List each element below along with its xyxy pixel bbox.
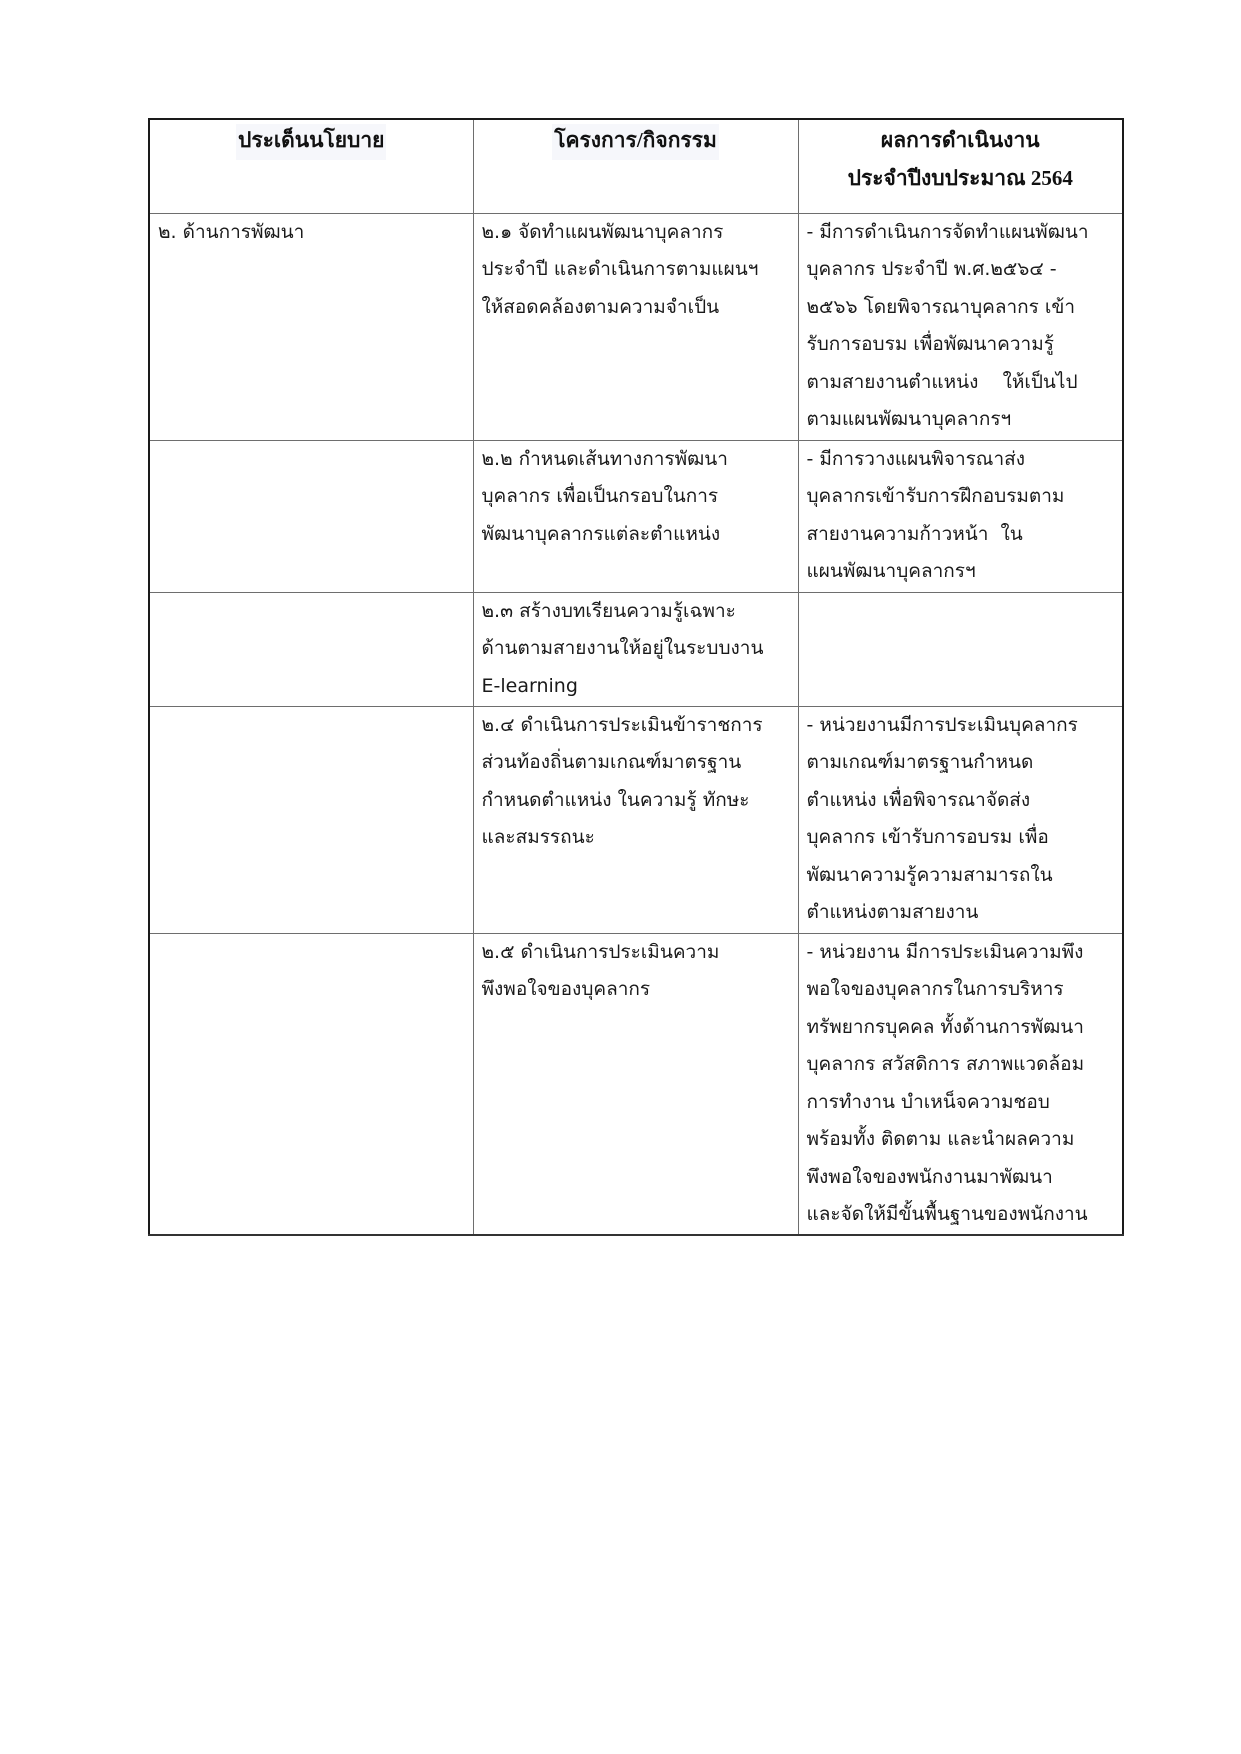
project-cell bbox=[473, 213, 798, 440]
result-line: บุคลากร เข้ารับการอบรม เพื่อ bbox=[806, 826, 1049, 848]
header-result-line1: ผลการดำเนินงาน bbox=[880, 128, 1040, 152]
project-line: ส่วนท้องถิ่นตามเกณฑ์มาตรฐาน bbox=[481, 751, 742, 773]
project-line: ๒.๕ ดำเนินการประเมินความ bbox=[481, 940, 720, 963]
project-line: พัฒนาบุคลากรแต่ละตำแหน่ง bbox=[481, 522, 721, 545]
result-line: พอใจของบุคลากรในการบริหาร bbox=[806, 978, 1064, 1000]
table-row bbox=[149, 933, 1123, 1235]
policy-text: ๒. ด้านการพัฒนา bbox=[158, 220, 305, 243]
result-line: บุคลากร สวัสดิการ สภาพแวดล้อม bbox=[806, 1053, 1085, 1075]
project-cell bbox=[473, 592, 798, 706]
result-line: - มีการดำเนินการจัดทำแผนพัฒนา bbox=[806, 220, 1089, 243]
policy-cell bbox=[149, 933, 473, 1235]
result-line: - หน่วยงานมีการประเมินบุคลากร bbox=[806, 713, 1078, 736]
project-line: บุคลากร เพื่อเป็นกรอบในการ bbox=[481, 485, 719, 507]
result-line: ตำแหน่งตามสายงาน bbox=[806, 901, 979, 923]
header-policy bbox=[149, 119, 473, 213]
result-line: แผนพัฒนาบุคลากรฯ bbox=[806, 560, 976, 582]
result-line: การทำงาน บำเหน็จความชอบ bbox=[806, 1090, 1050, 1113]
result-line: ทรัพยากรบุคคล ทั้งด้านการพัฒนา bbox=[806, 1015, 1084, 1038]
result-line: บุคลากร ประจำปี พ.ศ.๒๕๖๔ - bbox=[806, 258, 1057, 280]
result-line: - หน่วยงาน มีการประเมินความพึง bbox=[806, 940, 1084, 963]
header-project-label: โครงการ/กิจกรรม bbox=[552, 124, 719, 160]
result-line: สายงานความก้าวหน้า ใน bbox=[806, 522, 1023, 545]
result-cell bbox=[798, 213, 1123, 440]
result-line: - มีการวางแผนพิจารณาส่ง bbox=[806, 447, 1025, 470]
project-line: ๒.๑ จัดทำแผนพัฒนาบุคลากร bbox=[481, 220, 724, 243]
result-line: และจัดให้มีขั้นพื้นฐานของพนักงาน bbox=[806, 1203, 1088, 1225]
result-cell bbox=[798, 706, 1123, 933]
result-cell bbox=[798, 933, 1123, 1235]
policy-results-table bbox=[148, 118, 1124, 1236]
result-cell bbox=[798, 440, 1123, 592]
header-result-line2: ประจำปีงบประมาณ 2564 bbox=[847, 165, 1073, 190]
project-line: ประจำปี และดำเนินการตามแผนฯ bbox=[481, 258, 759, 280]
policy-cell bbox=[149, 213, 473, 440]
table-header-row bbox=[149, 119, 1123, 213]
result-line: รับการอบรม เพื่อพัฒนาความรู้ bbox=[806, 333, 1054, 355]
result-line: ตามสายงานตำแหน่ง ให้เป็นไป bbox=[806, 370, 1078, 393]
result-line: บุคลากรเข้ารับการฝึกอบรมตาม bbox=[806, 485, 1065, 507]
table-row bbox=[149, 213, 1123, 440]
result-line: ตำแหน่ง เพื่อพิจารณาจัดส่ง bbox=[806, 788, 1031, 811]
project-line: ๒.๓ สร้างบทเรียนความรู้เฉพาะ bbox=[481, 599, 736, 622]
project-line: และสมรรถนะ bbox=[481, 826, 595, 848]
header-result bbox=[798, 119, 1123, 213]
project-cell bbox=[473, 933, 798, 1235]
project-line: พึงพอใจของบุคลากร bbox=[481, 978, 651, 1000]
project-line: ๒.๒ กำหนดเส้นทางการพัฒนา bbox=[481, 447, 728, 470]
result-line: พร้อมทั้ง ติดตาม และนำผลความ bbox=[806, 1128, 1075, 1150]
policy-cell bbox=[149, 592, 473, 706]
policy-cell bbox=[149, 440, 473, 592]
result-line: พึงพอใจของพนักงานมาพัฒนา bbox=[806, 1165, 1053, 1188]
project-line: E-learning bbox=[481, 674, 578, 697]
project-line: ด้านตามสายงานให้อยู่ในระบบงาน bbox=[481, 637, 764, 659]
table-row bbox=[149, 592, 1123, 706]
result-line: ตามแผนพัฒนาบุคลากรฯ bbox=[806, 408, 1012, 430]
result-line: ๒๕๖๖ โดยพิจารณาบุคลากร เข้า bbox=[806, 295, 1076, 318]
project-line: ๒.๔ ดำเนินการประเมินข้าราชการ bbox=[481, 713, 763, 736]
header-project bbox=[473, 119, 798, 213]
table-row bbox=[149, 440, 1123, 592]
project-cell bbox=[473, 440, 798, 592]
project-cell bbox=[473, 706, 798, 933]
project-line: ให้สอดคล้องตามความจำเป็น bbox=[481, 295, 720, 318]
result-cell bbox=[798, 592, 1123, 706]
project-line: กำหนดตำแหน่ง ในความรู้ ทักษะ bbox=[481, 788, 750, 811]
policy-cell bbox=[149, 706, 473, 933]
header-policy-label: ประเด็นนโยบาย bbox=[236, 124, 386, 160]
result-line: ตามเกณฑ์มาตรฐานกำหนด bbox=[806, 751, 1034, 773]
table-row bbox=[149, 706, 1123, 933]
result-line: พัฒนาความรู้ความสามารถใน bbox=[806, 863, 1053, 886]
